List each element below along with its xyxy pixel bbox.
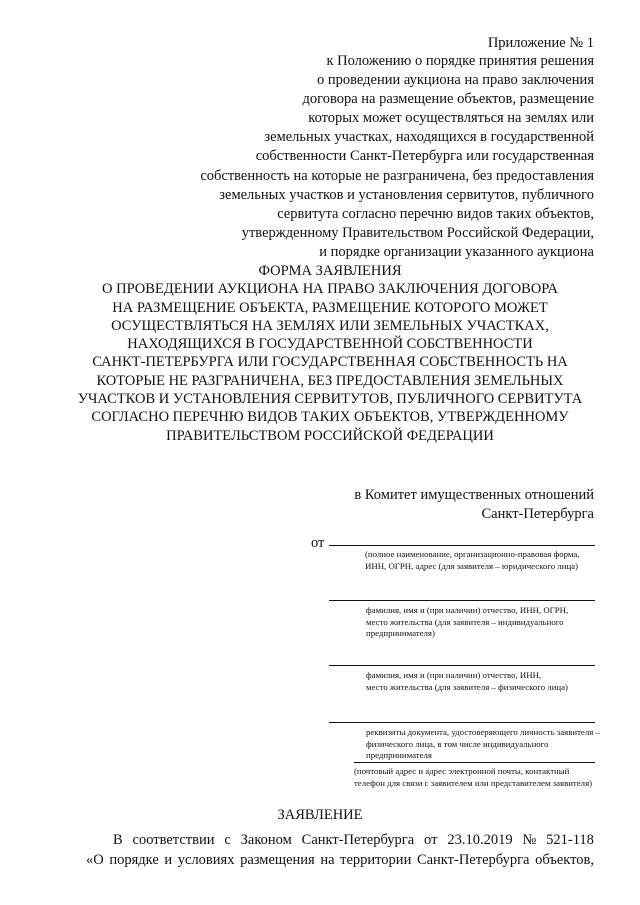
appendix-line: и порядке организации указанного аукциона [319,243,594,260]
hint-line: телефон для связи с заявителем или представителем заявителя) [354,777,593,788]
form-heading [60,262,600,445]
form-heading-line: УЧАСТКОВ И УСТАНОВЛЕНИЯ СЕРВИТУТОВ, ПУБЛИЧНОГО СЕРВИТУТА [77,391,583,408]
form-heading-line: КОТОРЫЕ НЕ РАЗГРАНИЧЕНА, БЕЗ ПРЕДОСТАВЛЕНИЯ ЗЕМЕЛЬНЫХ [96,372,564,389]
appendix-title: Приложение № 1 [487,35,594,51]
form-heading-line: НА РАЗМЕЩЕНИЕ ОБЪЕКТА, РАЗМЕЩЕНИЕ КОТОРОГО МОЖЕТ [112,299,548,316]
form-heading-line: НАХОДЯЩИХСЯ В ГОСУДАРСТВЕННОЙ СОБСТВЕННОСТИ [127,336,533,353]
identity-document-field[interactable] [329,722,595,723]
hint-line: фамилия, имя и (при наличии) отчество, ИНН, ОГРН, [366,605,569,615]
hint-line: место жительства (для заявителя – индивидуального [366,616,564,627]
legal-entity-field[interactable] [329,545,595,546]
body-word: размещения [240,852,315,868]
individual-hint [366,670,568,693]
appendix-description [134,52,594,262]
body-word: Законом [240,832,292,848]
appendix-line: собственности Санкт-Петербурга или государственная [255,148,594,165]
statement-body [86,830,594,870]
body-word: от [424,832,438,848]
contacts-field[interactable] [354,762,595,763]
body-word: «О [86,852,104,868]
form-heading-line: СОГЛАСНО ПЕРЕЧНЮ ВИДОВ ТАКИХ ОБЪЕКТОВ, УТВЕРЖДЕННОМУ [91,409,569,426]
body-word: и [164,852,173,868]
individual-field[interactable] [329,665,595,666]
hint-line: фамилия, имя и (при наличии) отчество, ИНН, [366,670,542,680]
appendix-line: сервитута согласно перечню видов таких объектов, [277,205,594,222]
body-word: № [522,832,537,848]
body-word: на [320,852,335,868]
body-word: 521-118 [546,832,594,848]
body-line-2 [86,850,594,870]
form-heading-line: ФОРМА ЗАЯВЛЕНИЯ [258,263,402,279]
hint-line: (почтовый адрес и адрес электронной почты, контактный [354,766,570,776]
statement-title: ЗАЯВЛЕНИЕ [277,807,363,823]
identity-document-hint [366,727,600,762]
form-heading-line: ОСУЩЕСТВЛЯТЬСЯ НА ЗЕМЛЯХ ИЛИ ЗЕМЕЛЬНЫХ УЧАСТКАХ, [111,317,549,334]
legal-entity-hint [365,549,580,572]
appendix-line: к Положению о порядке принятия решения [326,53,594,69]
body-word: 23.10.2019 [447,832,513,848]
appendix-line: утвержденному Правительством Российской Федерации, [241,224,594,241]
hint-line: предпринимателя [366,750,432,760]
addressee [274,486,594,524]
form-heading-line: О ПРОВЕДЕНИИ АУКЦИОНА НА ПРАВО ЗАКЛЮЧЕНИЯ ДОГОВОРА [102,281,558,298]
body-word: Санкт-Петербурга [416,852,530,868]
appendix-line: собственность на которые не разграничена, без предоставления [200,167,594,184]
body-word: условиях [177,852,235,868]
hint-line: (полное наименование, организационно-правовая форма, [365,549,580,559]
body-word: порядке [109,852,159,868]
form-heading-line: ПРАВИТЕЛЬСТВОМ РОССИЙСКОЙ ФЕДЕРАЦИИ [166,427,494,444]
body-word: Санкт-Петербурга [301,832,415,848]
form-heading-line: САНКТ-ПЕТЕРБУРГА ИЛИ ГОСУДАРСТВЕННАЯ СОБСТВЕННОСТЬ НА [92,354,568,371]
addressee-line: в Комитет имущественных отношений [354,487,594,503]
hint-line: реквизиты документа, удостоверяющего личность заявителя – [366,727,600,737]
body-word: В [113,832,123,848]
hint-line: ИНН, ОГРН, адрес (для заявителя – юридического лица) [365,560,579,571]
body-word: объектов, [535,852,594,868]
from-label: от [311,535,325,551]
body-line-1 [113,830,594,850]
hint-line: физического лица, в том числе индивидуального [366,738,549,749]
hint-line: место жительства (для заявителя – физического лица) [366,681,568,692]
entrepreneur-hint [366,605,568,640]
entrepreneur-field[interactable] [329,600,595,601]
appendix-line: земельных участках, находящихся в государственной [264,129,594,146]
contacts-hint [354,766,595,789]
appendix-line: договора на размещение объектов, размещение [302,91,594,108]
addressee-line: Санкт-Петербурга [481,506,594,522]
body-word: с [224,832,231,848]
appendix-line: которых может осуществляться на землях или [308,110,594,127]
appendix-line: земельных участков и установления сервитутов, публичного [219,186,594,203]
body-word: территории [340,852,412,868]
body-word: соответствии [132,832,215,848]
hint-line: предпринимателя) [366,628,435,638]
appendix-line: о проведении аукциона на право заключения [317,72,594,89]
